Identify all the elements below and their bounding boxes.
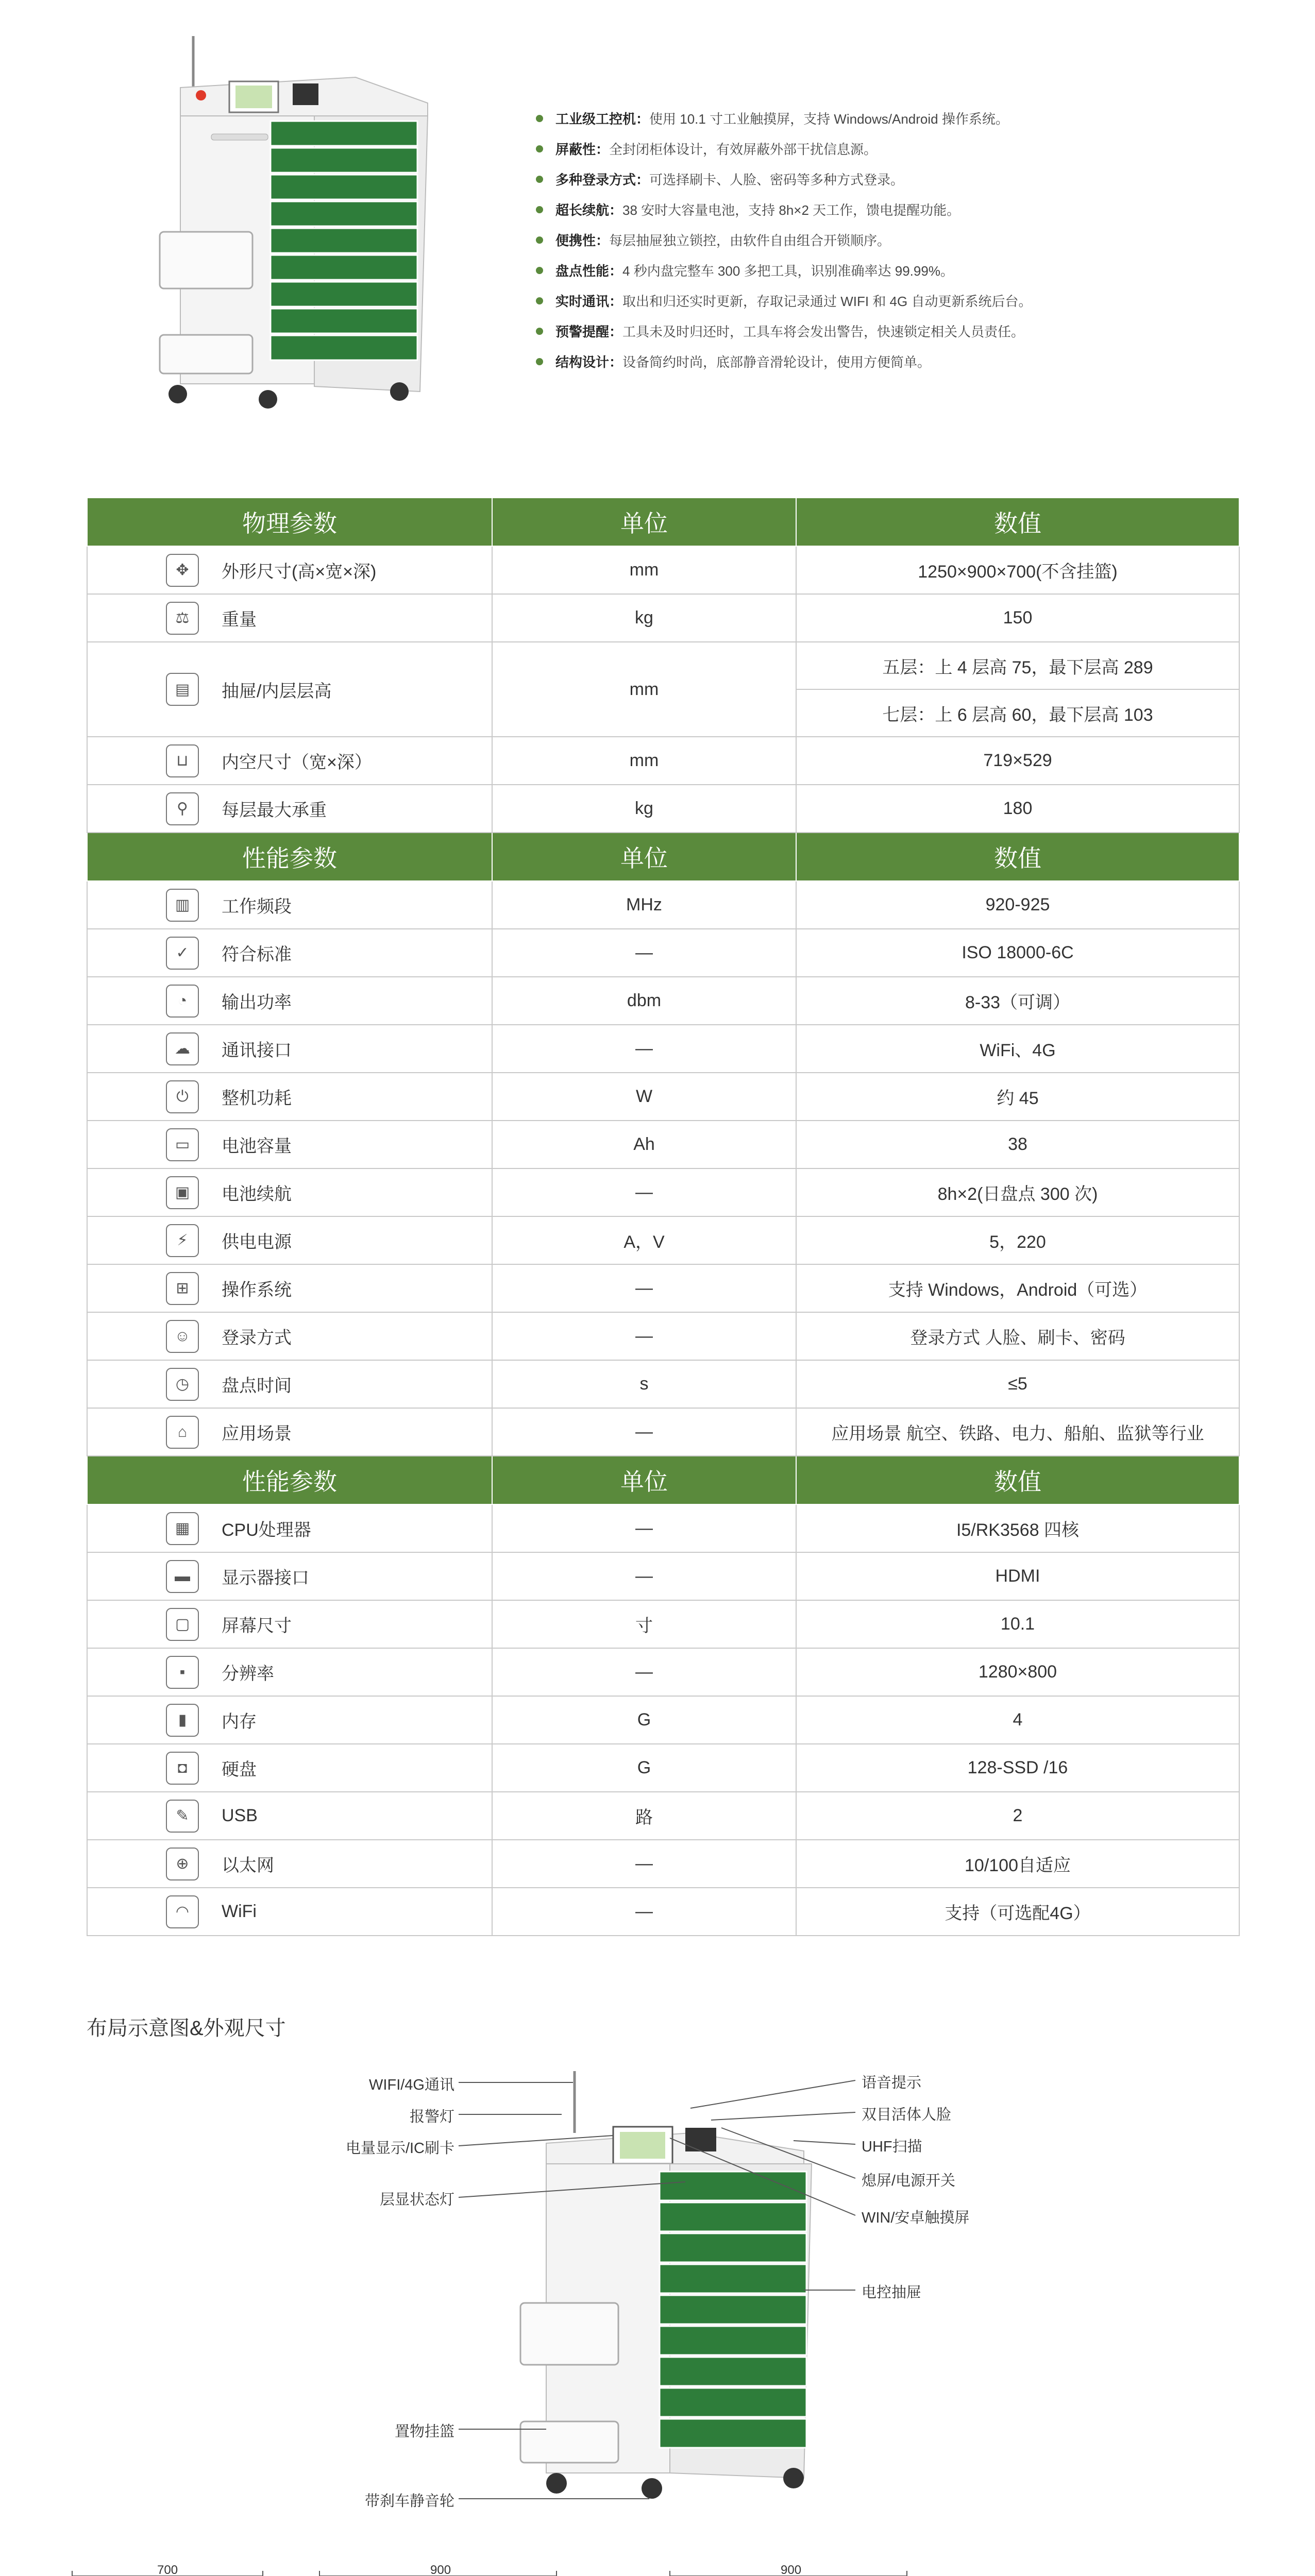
feature-title: 盘点性能：: [555, 263, 623, 279]
param-cell: [87, 1360, 492, 1408]
unit-cell: G: [492, 1744, 796, 1792]
feature-text: 设备简约时尚，底部静音滑轮设计，使用方便简单。: [622, 354, 931, 370]
unit-cell: —: [492, 1025, 796, 1073]
param-cell: [87, 1264, 492, 1312]
unit-cell: —: [492, 929, 796, 977]
value-cell: 应用场景 航空、铁路、电力、船舶、监狱等行业: [796, 1408, 1239, 1456]
param-cell: [87, 1025, 492, 1073]
param-icon: ⚡: [166, 1224, 199, 1257]
table-row: [87, 1216, 1239, 1264]
header-cell: 单位: [492, 833, 796, 881]
param-cell: [87, 1408, 492, 1456]
table-row: [87, 1696, 1239, 1744]
table-row: [87, 1121, 1239, 1168]
param-icon: ◔: [166, 985, 199, 1018]
param-label: 抽屉/内层层高: [222, 681, 332, 701]
param-label: USB: [222, 1806, 258, 1825]
value-cell: 2: [796, 1792, 1239, 1840]
table-row: [87, 1360, 1239, 1408]
unit-cell: A，V: [492, 1216, 796, 1264]
feature-title: 多种登录方式：: [555, 172, 650, 188]
unit-cell: mm: [492, 546, 796, 594]
bullet-dot-icon: [536, 358, 543, 365]
param-label: 输出功率: [222, 993, 292, 1012]
param-label: 工作频段: [222, 897, 292, 917]
value-cell: 10/100自适应: [796, 1840, 1239, 1888]
unit-cell: Ah: [492, 1121, 796, 1168]
unit-cell: —: [492, 1264, 796, 1312]
value-cell: [796, 642, 1239, 737]
feature-item: [536, 225, 1283, 255]
bullet-dot-icon: [536, 236, 543, 244]
param-cell: [87, 546, 492, 594]
value-cell: 128-SSD /16: [796, 1744, 1239, 1792]
callout-wifi-4g: WIFI/4G通讯: [369, 2077, 454, 2093]
rear-view-drawing: [989, 2566, 1247, 2576]
param-icon: ✓: [166, 937, 199, 970]
unit-cell: 路: [492, 1792, 796, 1840]
param-icon: ▥: [166, 889, 199, 922]
param-cell: [87, 1121, 492, 1168]
feature-item: [536, 194, 1283, 225]
value-cell: 4: [796, 1696, 1239, 1744]
feature-text: 取出和归还实时更新，存取记录通过 WIFI 和 4G 自动更新系统后台。: [622, 294, 1032, 309]
param-cell: [87, 1073, 492, 1121]
unit-cell: kg: [492, 785, 796, 833]
value-cell: 约 45: [796, 1073, 1239, 1121]
table-row: [87, 1648, 1239, 1696]
param-icon: ▢: [166, 1608, 199, 1641]
table-section-header: [87, 833, 1239, 881]
param-label: 整机功耗: [222, 1089, 292, 1108]
unit-cell: MHz: [492, 881, 796, 929]
unit-cell: kg: [492, 594, 796, 642]
unit-cell: mm: [492, 642, 796, 737]
value-cell: 150: [796, 594, 1239, 642]
unit-cell: —: [492, 1312, 796, 1360]
feature-item: [536, 164, 1283, 194]
bullet-dot-icon: [536, 145, 543, 152]
unit-cell: —: [492, 1888, 796, 1936]
value-cell: 8h×2(日盘点 300 次): [796, 1168, 1239, 1216]
param-cell: [87, 737, 492, 785]
table-row: [87, 1025, 1239, 1073]
header-cell: 数值: [796, 833, 1239, 881]
unit-cell: W: [492, 1073, 796, 1121]
param-icon: ◠: [166, 1895, 199, 1928]
param-cell: [87, 785, 492, 833]
value-cell: ISO 18000-6C: [796, 929, 1239, 977]
feature-item: [536, 316, 1283, 346]
table-row: [87, 1600, 1239, 1648]
value-cell: 支持 Windows，Android（可选）: [796, 1264, 1239, 1312]
feature-text: 38 安时大容量电池，支持 8h×2 天工作，馈电提醒功能。: [622, 202, 960, 218]
callout-voice: 语音提示: [862, 2075, 922, 2091]
param-icon: ▮: [166, 1704, 199, 1737]
param-cell: [87, 929, 492, 977]
unit-cell: —: [492, 1408, 796, 1456]
value-cell: 1280×800: [796, 1648, 1239, 1696]
feature-text: 使用 10.1 寸工业触摸屏，支持 Windows/Android 操作系统。: [649, 111, 1009, 127]
value-cell: 920-925: [796, 881, 1239, 929]
param-label: 内空尺寸（宽×深）: [222, 753, 372, 772]
table-row: [87, 594, 1239, 642]
feature-text: 全封闭柜体设计，有效屏蔽外部干扰信息源。: [609, 142, 878, 157]
table-row: [87, 546, 1239, 594]
header-cell: 单位: [492, 1456, 796, 1504]
feature-title: 预警提醒：: [555, 324, 623, 340]
callout-layer-light: 层显状态灯: [379, 2192, 454, 2208]
feature-title: 屏蔽性：: [555, 142, 610, 157]
value-line: 五层：上 4 层高 75，最下层高 289: [797, 642, 1239, 690]
feature-list: [536, 103, 1283, 377]
value-cell: 719×529: [796, 737, 1239, 785]
bullet-dot-icon: [536, 115, 543, 122]
unit-cell: s: [492, 1360, 796, 1408]
value-cell: 10.1: [796, 1600, 1239, 1648]
param-label: 屏幕尺寸: [222, 1616, 292, 1636]
value-cell: ≤5: [796, 1360, 1239, 1408]
header-cell: 单位: [492, 498, 796, 546]
front5-width-label: 900: [430, 2563, 451, 2576]
feature-title: 工业级工控机：: [555, 111, 650, 127]
param-cell: [87, 1744, 492, 1792]
value-cell: 38: [796, 1121, 1239, 1168]
param-label: 登录方式: [222, 1328, 292, 1348]
param-icon: ▤: [166, 673, 199, 706]
param-label: 内存: [222, 1712, 257, 1732]
param-cell: [87, 1312, 492, 1360]
callout-wheels: 带刹车静音轮: [364, 2493, 454, 2510]
param-cell: [87, 1888, 492, 1936]
value-cell: HDMI: [796, 1552, 1239, 1600]
param-icon: ⚲: [166, 792, 199, 825]
bullet-dot-icon: [536, 297, 543, 304]
spec-table: [87, 497, 1240, 1936]
param-cell: [87, 642, 492, 737]
table-row: [87, 1264, 1239, 1312]
feature-title: 便携性：: [555, 233, 610, 248]
param-icon: ✥: [166, 554, 199, 587]
param-cell: [87, 881, 492, 929]
table-row: [87, 929, 1239, 977]
param-label: 操作系统: [222, 1280, 292, 1300]
value-cell: 支持（可选配4G）: [796, 1888, 1239, 1936]
param-icon: ▣: [166, 1176, 199, 1209]
callout-drawer: 电控抽屉: [862, 2284, 922, 2301]
feature-text: 4 秒内盘完整车 300 多把工具，识别准确率达 99.99%。: [622, 263, 954, 279]
param-cell: [87, 1552, 492, 1600]
param-label: 应用场景: [222, 1424, 292, 1444]
header-cell: 数值: [796, 498, 1239, 546]
param-cell: [87, 1792, 492, 1840]
feature-text: 工具未及时归还时，工具车将会发出警告，快速锁定相关人员责任。: [622, 324, 1025, 340]
table-row: [87, 737, 1239, 785]
param-label: CPU处理器: [222, 1520, 311, 1540]
header-cell: 数值: [796, 1456, 1239, 1504]
value-line: 七层：上 6 层高 60，最下层高 103: [882, 705, 1153, 725]
callout-face: 双目活体人脸: [862, 2107, 952, 2123]
param-icon: ◷: [166, 1368, 199, 1401]
param-label: 电池续航: [222, 1184, 292, 1204]
callout-battery-ic: 电量显示/IC刷卡: [345, 2140, 454, 2157]
table-row: [87, 785, 1239, 833]
param-label: 以太网: [222, 1856, 274, 1875]
table-row: [87, 1792, 1239, 1840]
feature-item: [536, 285, 1283, 316]
feature-text: 每层抽屉独立锁控，由软件自由组合开锁顺序。: [609, 233, 891, 248]
param-label: 供电电源: [222, 1232, 292, 1252]
table-row: [87, 1312, 1239, 1360]
unit-cell: G: [492, 1696, 796, 1744]
param-icon: ☁: [166, 1032, 199, 1065]
front7-width-label: 900: [781, 2563, 802, 2576]
table-row: [87, 881, 1239, 929]
table-section-header: [87, 1456, 1239, 1504]
param-label: 每层最大承重: [222, 801, 327, 820]
param-icon: ▭: [166, 1128, 199, 1161]
feature-item: [536, 133, 1283, 164]
param-icon: ▬: [166, 1560, 199, 1593]
table-row: [87, 1504, 1239, 1552]
callout-touchscreen: WIN/安卓触摸屏: [862, 2210, 970, 2226]
param-icon: ⌂: [166, 1416, 199, 1449]
param-cell: [87, 1600, 492, 1648]
param-icon: ▪: [166, 1656, 199, 1689]
table-row: [87, 1073, 1239, 1121]
param-icon: ⊔: [166, 744, 199, 777]
value-cell: 1250×900×700(不含挂篮): [796, 546, 1239, 594]
value-cell: 180: [796, 785, 1239, 833]
feature-item: [536, 103, 1283, 133]
param-icon: ⏻: [166, 1080, 199, 1113]
table-row: [87, 977, 1239, 1025]
table-row: [87, 1168, 1239, 1216]
param-cell: [87, 1168, 492, 1216]
param-cell: [87, 1696, 492, 1744]
param-label: 盘点时间: [222, 1376, 292, 1396]
unit-cell: —: [492, 1840, 796, 1888]
unit-cell: —: [492, 1168, 796, 1216]
value-cell: 5，220: [796, 1216, 1239, 1264]
bullet-dot-icon: [536, 267, 543, 274]
param-cell: [87, 1216, 492, 1264]
feature-item: [536, 346, 1283, 377]
param-icon: ⚖: [166, 602, 199, 635]
feature-title: 超长续航：: [555, 202, 623, 218]
unit-cell: —: [492, 1504, 796, 1552]
feature-text: 可选择刷卡、人脸、密码等多种方式登录。: [649, 172, 904, 188]
unit-cell: —: [492, 1552, 796, 1600]
table-row: [87, 1552, 1239, 1600]
param-label: 外形尺寸(高×宽×深): [222, 562, 377, 582]
callout-power-switch: 熄屏/电源开关: [862, 2173, 956, 2189]
bullet-dot-icon: [536, 206, 543, 213]
callout-alarm-light: 报警灯: [409, 2109, 454, 2125]
table-row: [87, 642, 1239, 737]
side-width-label: 700: [157, 2563, 178, 2576]
table-row: [87, 1888, 1239, 1936]
header-cell: 性能参数: [87, 1456, 492, 1504]
bullet-dot-icon: [536, 176, 543, 183]
value-cell: 登录方式 人脸、刷卡、密码: [796, 1312, 1239, 1360]
param-icon: ⊞: [166, 1272, 199, 1305]
bullet-dot-icon: [536, 328, 543, 335]
param-label: 电池容量: [222, 1137, 292, 1156]
value-cell: 8-33（可调）: [796, 977, 1239, 1025]
param-icon: ⊕: [166, 1848, 199, 1880]
param-label: 符合标准: [222, 945, 292, 964]
param-label: 通讯接口: [222, 1041, 292, 1060]
unit-cell: mm: [492, 737, 796, 785]
tool-cart-hero-image: [139, 26, 459, 410]
param-label: 硬盘: [222, 1760, 257, 1780]
callout-basket: 置物挂篮: [394, 2424, 454, 2440]
param-cell: [87, 1840, 492, 1888]
table-row: [87, 1840, 1239, 1888]
header-cell: 物理参数: [87, 498, 492, 546]
table-section-header: [87, 498, 1239, 546]
unit-cell: 寸: [492, 1600, 796, 1648]
feature-item: [536, 255, 1283, 285]
callout-lines: [0, 2050, 1315, 2514]
table-row: [87, 1744, 1239, 1792]
param-icon: ◘: [166, 1752, 199, 1785]
param-label: WiFi: [222, 1902, 257, 1921]
feature-title: 实时通讯：: [555, 294, 623, 309]
param-icon: ▦: [166, 1512, 199, 1545]
unit-cell: —: [492, 1648, 796, 1696]
table-row: [87, 1408, 1239, 1456]
param-label: 重量: [222, 610, 257, 630]
param-icon: ☺: [166, 1320, 199, 1353]
param-label: 显示器接口: [222, 1568, 309, 1588]
param-cell: [87, 594, 492, 642]
feature-title: 结构设计：: [555, 354, 623, 370]
callout-uhf: UHF扫描: [862, 2139, 922, 2155]
param-label: 分辨率: [222, 1664, 274, 1684]
unit-cell: dbm: [492, 977, 796, 1025]
value-cell: WiFi、4G: [796, 1025, 1239, 1073]
param-cell: [87, 1504, 492, 1552]
param-icon: ✎: [166, 1800, 199, 1833]
param-cell: [87, 1648, 492, 1696]
layout-section-title: 布局示意图&外观尺寸: [87, 2017, 286, 2040]
header-cell: 性能参数: [87, 833, 492, 881]
param-cell: [87, 977, 492, 1025]
value-cell: I5/RK3568 四核: [796, 1504, 1239, 1552]
